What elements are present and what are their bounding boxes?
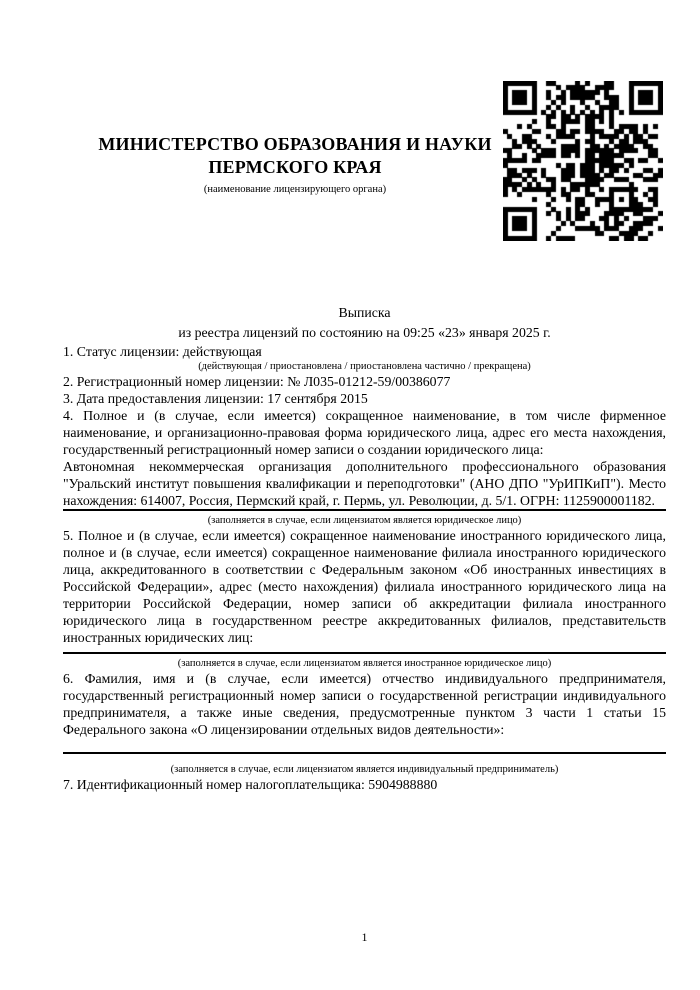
entrepreneur-caption: (заполняется в случае, если лицензиатом является индивидуальный предприниматель)	[170, 764, 559, 775]
qr-code	[503, 81, 663, 241]
entrepreneur-clause: 6. Фамилия, имя и (в случае, если имеется) отчество индивидуального предпринимателя, государственный регистрационный номер записи о государственной регистрации индивидуального предпринимателя, а также иные сведения, предусмотренные пунктом 3 части 1 статьи 15 Федерального закона «О лицензировании отдельных видов деятельности»:	[63, 671, 666, 737]
letterhead-caption: (наименование лицензирующего органа)	[203, 184, 387, 195]
legal-entity-underline	[63, 509, 666, 511]
foreign-entity-clause: 5. Полное и (в случае, если имеется) сокращенное наименование иностранного юридического лица, полное и (в случае, если имеется) сокращенное наименование филиала иностранного юридического лица, аккредитованного в соответствии с Федеральным законом «Об иностранных инвестициях в Российской Федерации», адрес (место нахождения) филиала иностранного юридического лица на территории Российской Федерации, номер записи об аккредитации филиала иностранного юридического лица в государственном реестре аккредитованных филиалов, представительств иностранных юридических лиц:	[63, 528, 666, 645]
license-grant-date-line: 3. Дата предоставления лицензии: 17 сентября 2015	[63, 391, 368, 406]
entrepreneur-underline	[63, 752, 666, 754]
letterhead	[85, 133, 505, 196]
legal-entity-clause: 4. Полное и (в случае, если имеется) сокращенное наименование, в том числе фирменное наименование, и организационно-правовая форма юридического лица, адрес его места нахождения, государственный регистрационный номер записи о создании юридического лица:	[63, 408, 666, 457]
page-number: 1	[361, 930, 368, 944]
foreign-entity-caption: (заполняется в случае, если лицензиатом является иностранное юридическое лицо)	[177, 658, 552, 669]
ministry-name-line1: МИНИСТЕРСТВО ОБРАЗОВАНИЯ И НАУКИ	[98, 134, 492, 154]
license-status-caption: (действующая / приостановлена / приостановлена частично / прекращена)	[198, 361, 531, 372]
ministry-name-line2: ПЕРМСКОГО КРАЯ	[208, 157, 382, 177]
legal-entity-value: Автономная некоммерческая организация дополнительного профессионального образования "Уральский институт повышения квалификации и переподготовки" (АНО ДПО "УрИПКиП"). Место нахождения: 614007, Россия, Пермский край, г. Пермь, ул. Революции, д. 5/1. ОГРН: 1125900001182.	[63, 459, 666, 508]
document-title: Выписка	[338, 305, 391, 320]
license-status-line: 1. Статус лицензии: действующая	[63, 344, 262, 359]
qr-code-canvas	[503, 81, 663, 241]
license-registration-number-line: 2. Регистрационный номер лицензии: № Л035-01212-59/00386077	[63, 374, 451, 389]
taxpayer-number-line: 7. Идентификационный номер налогоплательщика: 5904988880	[63, 777, 438, 792]
document-subtitle: из реестра лицензий по состоянию на 09:25 «23» января 2025 г.	[178, 325, 551, 340]
legal-entity-caption: (заполняется в случае, если лицензиатом является юридическое лицо)	[207, 515, 522, 526]
foreign-entity-underline	[63, 652, 666, 654]
document-body	[63, 303, 666, 793]
